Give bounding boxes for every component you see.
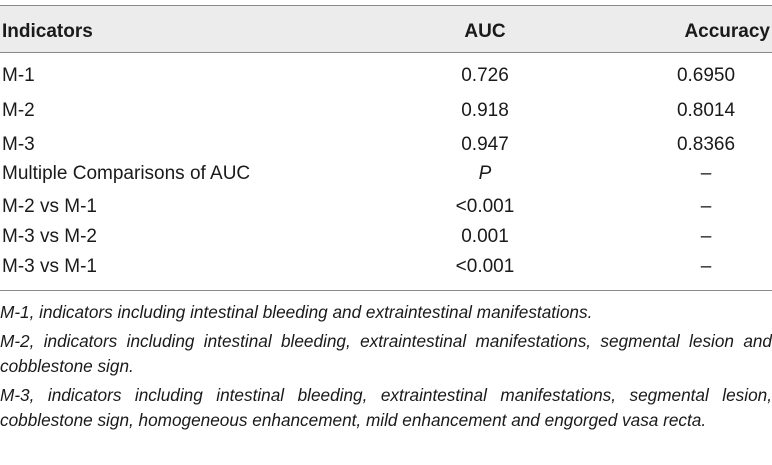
footnote: M-3, indicators including intestinal bleeding, extraintestinal manifestations, segmental lesion, cobblestone sign, homogeneous enhancement, mild enhancement and engorged vasa recta.	[0, 385, 772, 430]
table-row	[0, 61, 772, 91]
cell-accuracy: –	[700, 226, 712, 247]
cell-accuracy: 0.8366	[676, 134, 736, 155]
cell-accuracy: –	[700, 163, 712, 184]
cell-indicator: M-1	[2, 65, 35, 86]
cell-indicator: M-3 vs M-1	[2, 256, 97, 277]
cell-accuracy: –	[700, 256, 712, 277]
table-row	[0, 222, 772, 252]
footnote: M-1, indicators including intestinal bleeding and extraintestinal manifestations.	[0, 302, 593, 322]
cell-auc: 0.918	[461, 100, 509, 121]
header-accuracy: Accuracy	[684, 21, 770, 42]
cell-accuracy: –	[700, 196, 712, 217]
header-indicators: Indicators	[2, 21, 93, 42]
cell-indicator: M-2	[2, 100, 35, 121]
table-row	[0, 192, 772, 222]
cell-accuracy: 0.6950	[676, 65, 736, 86]
footnote: M-2, indicators including intestinal bleeding, extraintestinal manifestations, segmental lesion and cobblestone sign.	[0, 331, 772, 376]
header-rule	[0, 52, 772, 53]
cell-accuracy: 0.8014	[676, 100, 736, 121]
top-rule	[0, 5, 772, 6]
cell-auc: 0.001	[461, 226, 509, 247]
cell-indicator: M-3 vs M-2	[2, 226, 97, 247]
cell-indicator: M-2 vs M-1	[2, 196, 97, 217]
cell-auc: 0.726	[461, 65, 509, 86]
cell-auc: 0.947	[461, 134, 509, 155]
bottom-rule	[0, 290, 772, 291]
table-row	[0, 130, 772, 160]
cell-auc: <0.001	[455, 196, 515, 217]
cell-indicator: M-3	[2, 134, 35, 155]
table-footnotes	[0, 300, 772, 437]
cell-auc: <0.001	[455, 256, 515, 277]
table-header	[0, 5, 772, 52]
cell-indicator: Multiple Comparisons of AUC	[2, 163, 251, 184]
cell-auc: P	[478, 163, 492, 184]
header-auc: AUC	[464, 21, 506, 42]
table-row	[0, 96, 772, 126]
table-row	[0, 159, 772, 189]
table-row	[0, 252, 772, 282]
